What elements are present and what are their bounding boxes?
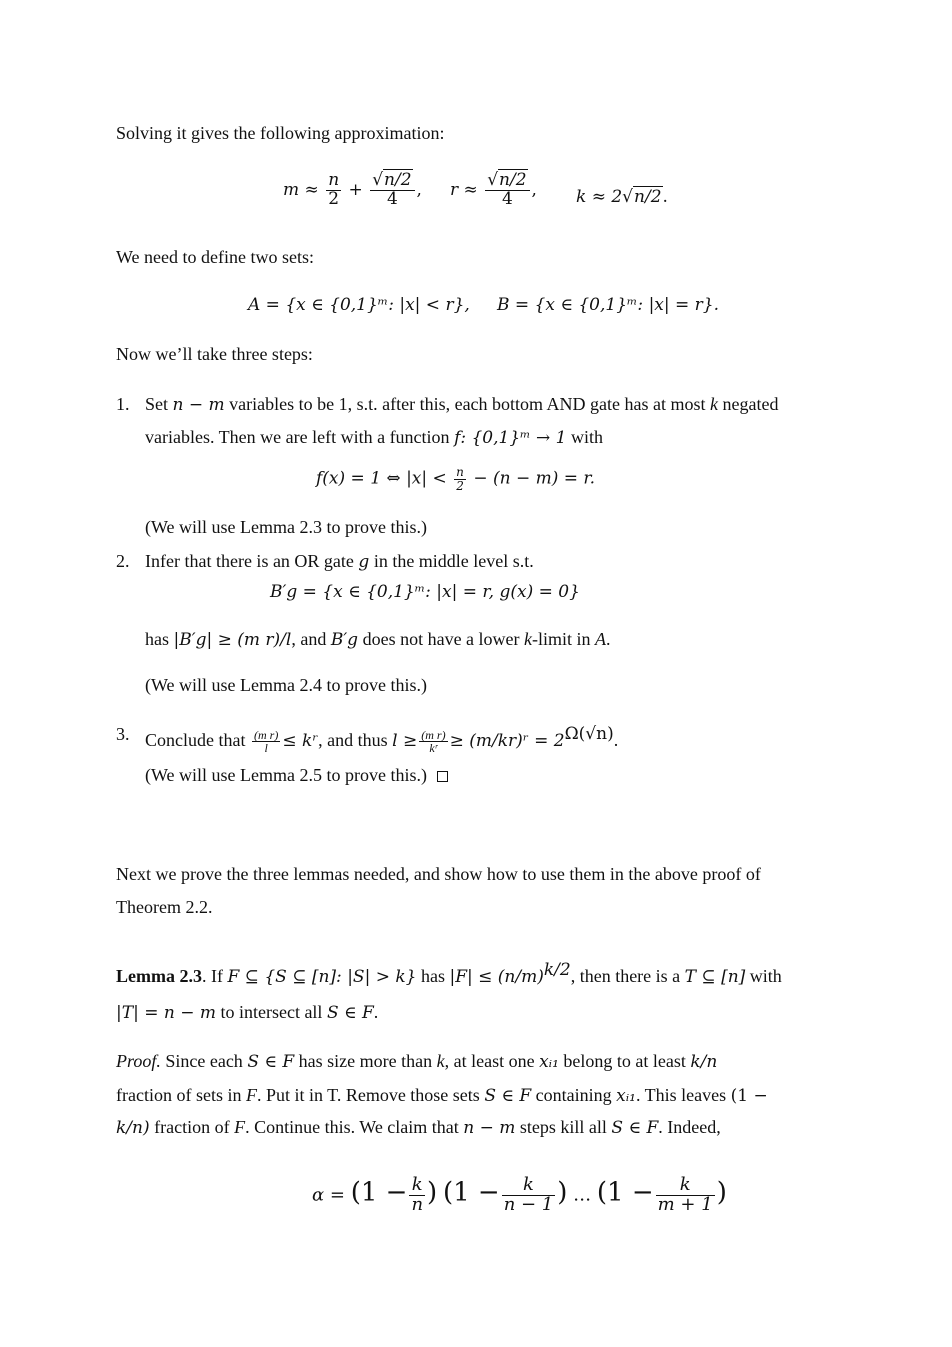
lemma-has: has xyxy=(416,966,450,986)
lemma-line1 xyxy=(116,959,782,988)
step2-text-e: -limit in xyxy=(532,629,596,649)
proof-l1-k: k xyxy=(436,1051,445,1071)
proof-l3-c: . Continue this. We claim that xyxy=(245,1117,464,1137)
step3-frac1 xyxy=(252,729,280,755)
eq1-k-sqrt: n/2 xyxy=(634,187,662,207)
step2-text-b: in the middle level s.t. xyxy=(369,551,534,571)
eq1-r-lhs: r ≈ xyxy=(450,179,478,200)
lemma-with: with xyxy=(745,966,782,986)
step2-equation: B′g = {x ∈ {0,1}ᵐ: |x| = r, g(x) = 0} xyxy=(270,582,580,602)
step1-note: (We will use Lemma 2.3 to prove this.) xyxy=(145,517,427,537)
eq1-r-frac: $\frac{√n/2}{4}$ xyxy=(485,172,529,209)
qed-square-icon xyxy=(437,771,448,782)
step3-exp: Ω(√n) xyxy=(564,724,614,744)
step2-line1 xyxy=(145,550,534,573)
step3-frac2-den: kʳ xyxy=(429,741,438,756)
alpha-f2-open: (1 − xyxy=(442,1177,500,1208)
step1-function: f: {0,1}ᵐ → 1 xyxy=(454,428,567,448)
eq1-m-lhs: m ≈ xyxy=(283,179,319,200)
lemma-bound: |F| ≤ (n/m) xyxy=(449,967,544,987)
proof-l2-S: S ∈ F xyxy=(484,1086,532,1106)
eq1-k-end: . xyxy=(662,187,668,207)
alpha-f1-den: n xyxy=(411,1193,424,1215)
step2-note: (We will use Lemma 2.4 to prove this.) xyxy=(145,675,427,695)
proof-l2-b: . Put it in T. Remove those sets xyxy=(256,1085,485,1105)
step2-text-c: , and xyxy=(291,629,331,649)
step1-k: k xyxy=(710,394,719,414)
set-B-definition: B = {x ∈ {0,1}ᵐ: |x| = r}. xyxy=(497,295,720,315)
step3-line xyxy=(145,712,618,763)
lemma-end: . xyxy=(373,1002,379,1022)
lemma-text-a: . If xyxy=(201,966,228,986)
proof-l2-a: fraction of sets in xyxy=(116,1085,246,1105)
proof-l1-kn: k/n xyxy=(690,1052,718,1072)
step2-end: . xyxy=(606,629,611,649)
step1-n-minus-m: n − m xyxy=(172,395,225,415)
step1-eq-a: f(x) = 1 ⇔ |x| < xyxy=(316,468,447,489)
proof-l2-e: (1 − xyxy=(730,1086,768,1106)
step1-text-a: Set xyxy=(145,394,173,414)
proof-l1-a: Since each xyxy=(160,1051,248,1071)
eq1-sqrt-n2: n/2 xyxy=(384,170,412,190)
lemma-then: , then there is a xyxy=(570,966,685,986)
lemma-line2 xyxy=(116,1001,378,1024)
lemma-exp: k/2 xyxy=(543,960,571,980)
alpha-f3-num: k xyxy=(656,1176,715,1196)
equation-r xyxy=(450,172,537,209)
step3-ge: ≥ (m/kr)ʳ = 2 xyxy=(449,731,565,751)
step3-end: . xyxy=(613,730,619,750)
proof-l3-d: steps kill all xyxy=(515,1117,612,1137)
step2-line3 xyxy=(145,628,611,651)
step2-has: has xyxy=(145,629,174,649)
eq1-den-4: 4 xyxy=(386,188,398,209)
eq1-plus: + xyxy=(348,179,363,200)
proof-line2 xyxy=(116,1084,768,1107)
proof-l3-a: k/n) xyxy=(116,1118,150,1138)
proof-line3 xyxy=(116,1116,721,1139)
lemma-T-size: |T| = n − m xyxy=(116,1003,216,1023)
paragraph-define-sets: We need to define two sets: xyxy=(116,247,314,267)
proof-l3-F: F xyxy=(234,1117,246,1137)
proof-l2-c: containing xyxy=(531,1085,617,1105)
proof-l2-F: F xyxy=(245,1085,257,1105)
alpha-f2-close: ) xyxy=(557,1177,568,1208)
alpha-f1-frac xyxy=(409,1176,425,1215)
step2-text-a: Infer that there is an OR gate xyxy=(145,551,359,571)
step1-eq-frac xyxy=(454,466,466,492)
step1-text-b: variables to be 1, s.t. after this, each bottom AND gate has at most xyxy=(224,394,711,414)
step1-line2 xyxy=(145,426,603,449)
lemma-text-b: to intersect all xyxy=(215,1002,327,1022)
paragraph-next-line2: Theorem 2.2. xyxy=(116,897,213,917)
step3-frac2 xyxy=(419,729,447,755)
step2-k: k xyxy=(524,629,533,649)
step3-text-b: , and thus xyxy=(318,730,393,750)
alpha-lhs: α = xyxy=(312,1184,345,1206)
alpha-f2-frac xyxy=(502,1176,556,1215)
step2-g: g xyxy=(358,552,370,572)
step1-text-c: negated xyxy=(718,394,779,414)
step3-l: l ≥ xyxy=(392,731,418,751)
proof-l1-x: xᵢ₁ xyxy=(539,1052,559,1072)
proof-l2-x: xᵢ₁ xyxy=(616,1086,636,1106)
eq1-frac-sqrt: $\frac{√n/2}{4}$ xyxy=(370,172,414,209)
step3-note-line xyxy=(145,764,448,786)
lemma-S: S ∈ F xyxy=(326,1003,374,1023)
step3-note: (We will use Lemma 2.5 to prove this.) xyxy=(145,765,427,785)
step1-eq-frac-den: 2 xyxy=(456,478,464,493)
step2-text-d: does not have a lower xyxy=(358,629,525,649)
step2-bound: |B′g| ≥ (m r)/l xyxy=(173,630,292,650)
eq1-frac-n2-num: n xyxy=(328,170,340,190)
eq1-frac-n2-den: 2 xyxy=(328,188,340,209)
proof-l1-S: S ∈ F xyxy=(247,1052,295,1072)
proof-label: Proof. xyxy=(116,1051,161,1071)
step3-frac2-num: (m r) xyxy=(421,727,446,742)
lemma-title: Lemma 2.3 xyxy=(116,966,202,986)
step1-number: 1. xyxy=(116,394,130,414)
proof-l1-d: belong to at least xyxy=(558,1051,691,1071)
step2-A: A xyxy=(595,629,607,649)
alpha-f1-open: (1 − xyxy=(350,1177,408,1208)
step3-frac1-num: (m r) xyxy=(253,727,279,742)
step1-line2-a: variables. Then we are left with a function xyxy=(145,427,455,447)
step3-frac1-den: l xyxy=(264,741,268,756)
alpha-f1-close: ) xyxy=(427,1177,438,1208)
proof-l3-b: fraction of xyxy=(149,1117,235,1137)
alpha-f3-close: ) xyxy=(716,1177,727,1208)
proof-l3-S: S ∈ F xyxy=(611,1118,659,1138)
step3-text-a: Conclude that xyxy=(145,730,250,750)
alpha-f2-den: n − 1 xyxy=(503,1193,554,1215)
step3-le: ≤ kʳ xyxy=(282,731,319,751)
proof-l1-b: has size more than xyxy=(294,1051,437,1071)
alpha-equation xyxy=(312,1176,727,1215)
eq1-r-sqrt: n/2 xyxy=(499,170,527,190)
step1-eq-frac-num: n xyxy=(456,465,464,479)
lemma-T: T ⊆ [n] xyxy=(684,967,746,987)
eq1-comma: , xyxy=(416,179,422,200)
equation-approximation xyxy=(283,172,422,209)
proof-l1-c: , at least one xyxy=(444,1051,540,1071)
alpha-f3-den: m + 1 xyxy=(657,1193,713,1215)
paragraph-next-line1: Next we prove the three lemmas needed, and show how to use them in the above proof of xyxy=(116,864,761,884)
equation-k: k ≈ 2√n/2. xyxy=(576,187,668,207)
alpha-f2-num: k xyxy=(502,1176,556,1196)
alpha-f1-num: k xyxy=(409,1176,425,1196)
eq1-r-comma: , xyxy=(531,179,537,200)
proof-l3-nm: n − m xyxy=(463,1118,516,1138)
alpha-f3-open: (1 − xyxy=(596,1177,654,1208)
alpha-f3-frac xyxy=(656,1176,715,1215)
step1-line1 xyxy=(145,393,779,416)
proof-l3-e: . Indeed, xyxy=(658,1117,721,1137)
proof-line1 xyxy=(116,1050,717,1073)
set-A-definition: A = {x ∈ {0,1}ᵐ: |x| < r}, xyxy=(248,295,470,315)
step1-line2-b: with xyxy=(566,427,603,447)
step3-number: 3. xyxy=(116,724,130,744)
step1-equation xyxy=(316,466,595,492)
eq1-k-expr: k ≈ 2 xyxy=(576,187,623,207)
paragraph-approximation: Solving it gives the following approximation: xyxy=(116,123,445,143)
step1-eq-b: − (n − m) = r. xyxy=(473,468,596,489)
alpha-dots: … xyxy=(573,1184,592,1206)
proof-l2-d: . This leaves xyxy=(635,1085,731,1105)
paragraph-three-steps: Now we’ll take three steps: xyxy=(116,344,313,364)
eq1-frac-n2 xyxy=(326,172,341,209)
eq1-r-den: 4 xyxy=(501,188,513,209)
lemma-F: F ⊆ {S ⊆ [n]: |S| > k} xyxy=(227,967,417,987)
step2-number: 2. xyxy=(116,551,130,571)
step2-B: B′g xyxy=(330,630,359,650)
